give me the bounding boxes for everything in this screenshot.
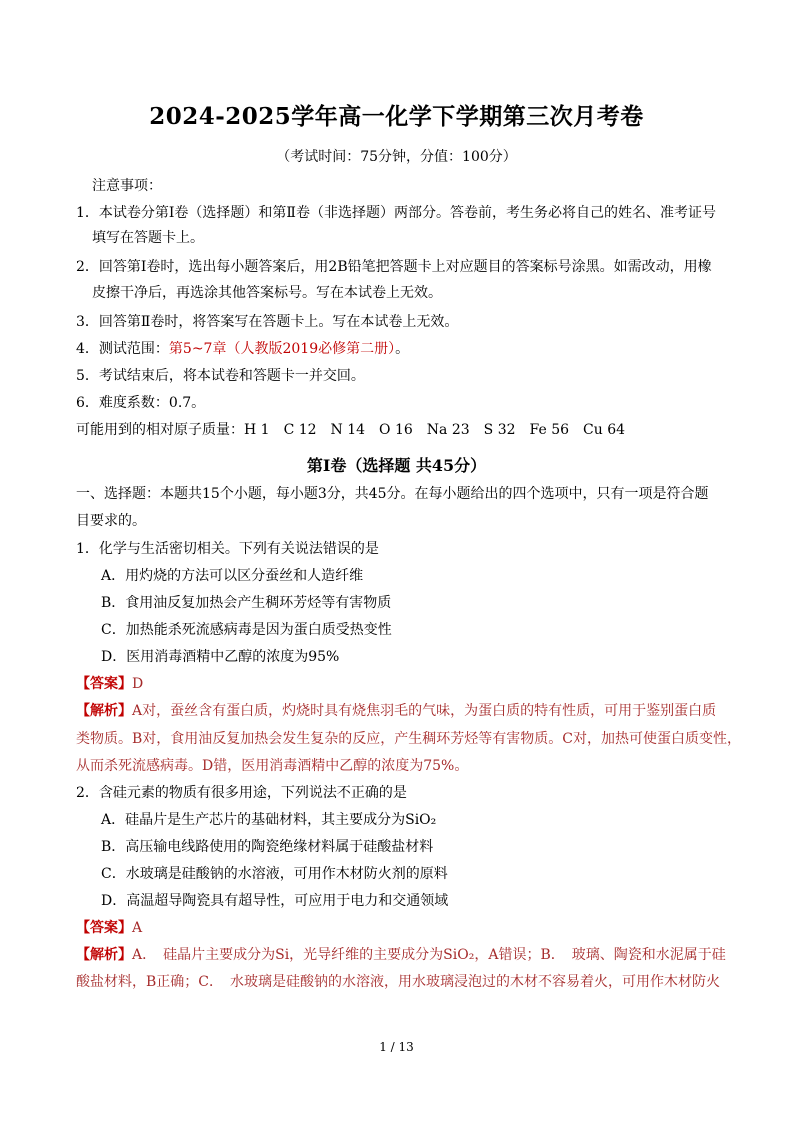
q2-analysis-tag: 【解析】: [76, 947, 132, 963]
note-2b: 皮擦干净后，再选涂其他答案标号。写在本试卷上无效。: [92, 285, 442, 301]
note-6: 6．难度系数：0.7。: [76, 395, 206, 411]
q1-option-b: B．食用油反复加热会产生稠环芳烃等有害物质: [101, 595, 392, 611]
section-title: 第Ⅰ卷（选择题 共45分）: [306, 456, 487, 475]
q1-answer-tag: 【答案】: [76, 676, 132, 692]
q2-option-b: B．高压输电线路使用的陶瓷绝缘材料属于硅酸盐材料: [101, 839, 434, 855]
note-4-suffix: 。: [395, 341, 410, 357]
note-5: 5．考试结束后，将本试卷和答题卡一并交回。: [76, 368, 365, 384]
q1-stem: 1．化学与生活密切相关。下列有关说法错误的是: [76, 541, 379, 557]
page-title: 2024-2025学年高一化学下学期第三次月考卷: [149, 103, 644, 130]
q1-analysis-text-1: A对，蚕丝含有蛋白质，灼烧时具有烧焦羽毛的气味，为蛋白质的特有性质，可用于鉴别蛋白质: [132, 703, 717, 719]
q1-answer: [76, 674, 143, 694]
q1-option-d: D．医用消毒酒精中乙醇的浓度为95%: [101, 649, 340, 665]
note-2a: 2．回答第Ⅰ卷时，选出每小题答案后，用2B铅笔把答题卡上对应题目的答案标号涂黑。如需改动，用橡: [76, 259, 712, 275]
q1-analysis-tag: 【解析】: [76, 703, 132, 719]
q2-option-a: A．硅晶片是生产芯片的基础材料，其主要成分为SiO₂: [101, 812, 437, 828]
note-4: [76, 339, 409, 359]
page-number: 1 / 13: [379, 1040, 414, 1054]
q1-analysis-3: 从而杀死流感病毒。D错，医用消毒酒精中乙醇的浓度为75%。: [76, 758, 469, 774]
q1-analysis-1: [76, 701, 716, 721]
q2-stem: 2．含硅元素的物质有很多用途，下列说法不正确的是: [76, 785, 407, 801]
note-1a: 1．本试卷分第Ⅰ卷（选择题）和第Ⅱ卷（非选择题）两部分。答卷前，考生务必将自己的姓名、准考证号: [76, 205, 716, 221]
q2-analysis-1: [76, 945, 726, 965]
section-intro-b: 目要求的。: [76, 513, 146, 529]
q1-analysis-2: 类物质。B对，食用油反复加热会发生复杂的反应，产生稠环芳烃等有害物质。C对，加热可使蛋白质变性，: [76, 731, 741, 747]
q2-answer-tag: 【答案】: [76, 920, 132, 936]
q2-option-d: D．高温超导陶瓷具有超导性，可应用于电力和交通领域: [101, 893, 449, 909]
exam-time-info: （考试时间：75分钟，分值：100分）: [276, 149, 517, 165]
q2-analysis-2: 酸盐材料，B正确；C． 水玻璃是硅酸钠的水溶液，用水玻璃浸泡过的木材不容易着火，可用作木材防火: [76, 974, 720, 990]
q2-option-c: C．水玻璃是硅酸钠的水溶液，可用作木材防火剂的原料: [101, 866, 448, 882]
note-4-prefix: 4．测试范围：: [76, 341, 169, 357]
section-intro-a: 一、选择题：本题共15个小题，每小题3分，共45分。在每小题给出的四个选项中，只有一项是符合题: [76, 486, 709, 502]
note-1b: 填写在答题卡上。: [92, 230, 204, 246]
q1-option-c: C．加热能杀死流感病毒是因为蛋白质受热变性: [101, 622, 392, 638]
test-scope: 第5~7章（人教版2019必修第二册）: [168, 341, 396, 357]
q1-answer-value: D: [132, 676, 144, 692]
note-3: 3．回答第Ⅱ卷时，将答案写在答题卡上。写在本试卷上无效。: [76, 314, 459, 330]
q2-answer: [76, 918, 142, 938]
q2-analysis-text-1: A． 硅晶片主要成分为Si，光导纤维的主要成分为SiO₂，A错误；B． 玻璃、陶瓷和水泥属于硅: [132, 947, 726, 963]
q2-answer-value: A: [132, 920, 143, 936]
q1-option-a: A．用灼烧的方法可以区分蚕丝和人造纤维: [101, 568, 364, 584]
atomic-masses: 可能用到的相对原子质量：H 1 C 12 N 14 O 16 Na 23 S 32 Fe 56 Cu 64: [76, 422, 626, 438]
notice-heading: 注意事项：: [92, 178, 162, 194]
